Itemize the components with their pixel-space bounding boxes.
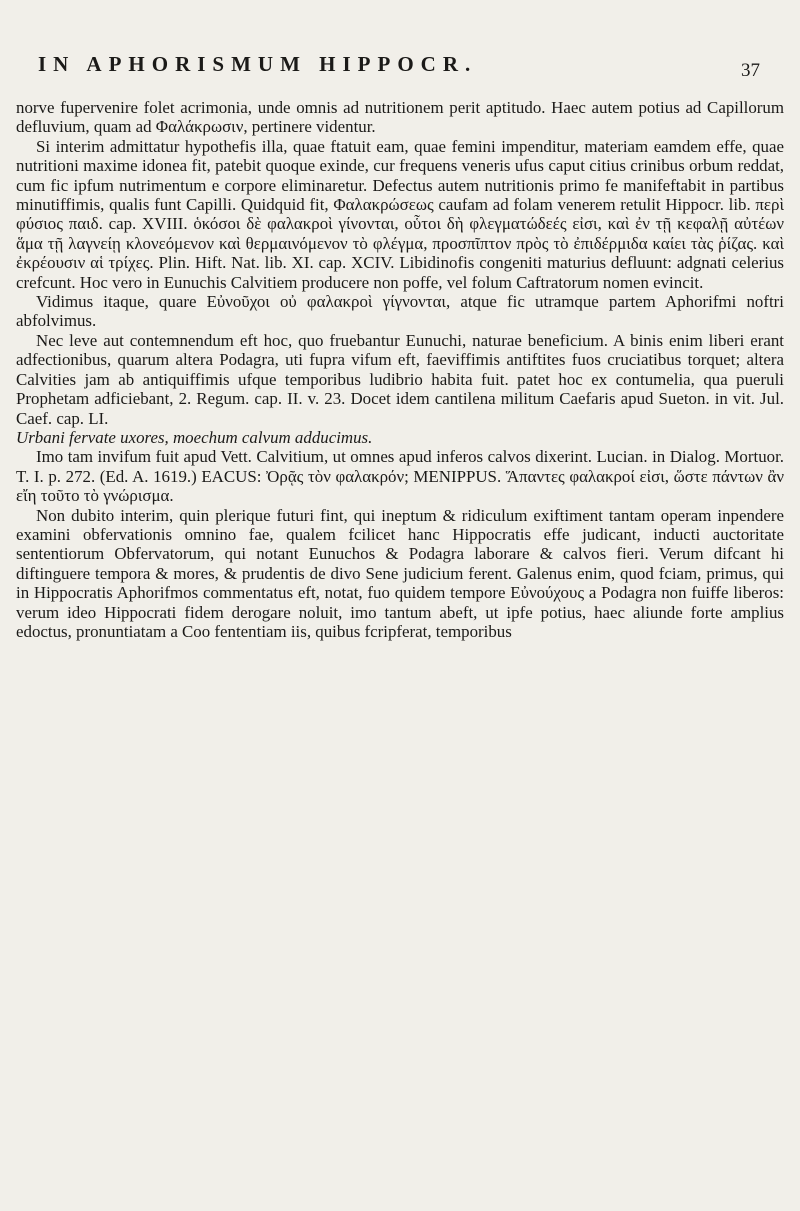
paragraph: Non dubito interim, quin plerique futuri fint, qui ineptum & ridiculum exiftiment tantam operam inpendere examini obfervationis omnino fae, qualem fcilicet hanc Hippocratis effe judicant, inducti auctoritate sententiorum Obfervatorum, qui notant Eunuchos & Podagra laborare & calvos fieri. Verum difcant hi diftinguere tempora & mores, & prudentis de divo Sene judicium ferent. Galenus enim, quod fciam, primus, qui in Hippocratis Aphorifmos commentatus eft, notat, fuo quidem tempore Εὐνούχους a Podagra non fuiffe liberos: verum ideo Hippocrati fidem derogare noluit, imo tantum abeft, ut ipfe potius, haec aliunde forte amplius edoctus, pronuntiatam a Coo fententiam iis, quibus fcripferat, temporibus bbox=[16, 505, 784, 641]
paragraph: Urbani fervate uxores, moechum calvum adducimus. bbox=[16, 427, 373, 447]
paragraph: Imo tam invifum fuit apud Vett. Calvitium, ut omnes apud inferos calvos dixerint. Lucian. in Dialog. Mortuor. T. I. p. 272. (Ed. A. 1619.) EACUS: Ὀρᾷς τὸν φαλακρόν; MENIPPUS. Ἅπαντες φαλακροί εἰσι, ὥστε πάντων ἂν εἴη τοῦτο τὸ γνώρισμα. bbox=[16, 447, 784, 506]
page-header bbox=[38, 52, 760, 86]
paragraph: Vidimus itaque, quare Εὐνοῦχοι οὐ φαλακροὶ γίγνονται, atque fic utramque partem Aphorifmi noftri abfolvimus. bbox=[16, 292, 784, 331]
paragraph: Si interim admittatur hypothefis illa, quae ftatuit eam, quae femini impenditur, materiam eamdem effe, quae nutritioni maxime idonea fit, patebit quoque exinde, cur frequens veneris ufus caput citius crinibus orbum reddat, cum fic ipfum nutrimentum e corpore eliminaretur. Defectus autem nutritionis primo fe manifeftabit in partibus minutiffimis, qualis funt Capilli. Quidquid fit, Φαλακρώσεως caufam ad folam venerem retulit Hippocr. lib. περὶ φύσιος παιδ. cap. XVIII. ὁκόσοι δὲ φαλακροὶ γίνονται, οὗτοι δὴ φλεγματώδεές εἰσι, καὶ ἐν τῇ κεφαλῇ αὐτέων ἅμα τῇ λαγνείῃ κλονεόμενον καὶ θερμαινόμενον τὸ φλέγμα, προσπῖπτον πρὸς τὸ ἐπιδέρμιδα καίει τὰς ῥίζας. καὶ ἐκρέουσιν αἱ τρίχες. Plin. Hift. Nat. lib. XI. cap. XCIV. Libidinofis congeniti maturius defluunt: adgnati celerius crefcunt. Hoc vero in Eunuchis Calvitiem producere non poffe, vel folum Caftratorum nomen evincit. bbox=[16, 136, 784, 292]
body-text bbox=[16, 98, 784, 641]
paragraph: norve fupervenire folet acrimonia, unde omnis ad nutritionem perit aptitudo. Haec autem potius ad Capillorum defluvium, quam ad Φαλάκρωσιν, pertinere videntur. bbox=[16, 98, 784, 137]
page-number: 37 bbox=[741, 60, 760, 81]
paragraph: Nec leve aut contemnendum eft hoc, quo fruebantur Eunuchi, naturae beneficium. A binis enim liberi erant adfectionibus, quarum altera Podagra, uti fupra vifum eft, faeviffimis antiftites fuos cruciatibus torquet; altera Calvities jam ab antiquiffimis ufque temporibus ludibrio habita fuit. patet hoc ex contumelia, qua pueruli Prophetam adficiebant, 2. Regum. cap. II. v. 23. Docet idem cantilena militum Caefaris apud Sueton. in vit. Jul. Caef. cap. LI. bbox=[16, 330, 784, 428]
running-title: IN APHORISMUM HIPPOCR. bbox=[38, 52, 478, 76]
